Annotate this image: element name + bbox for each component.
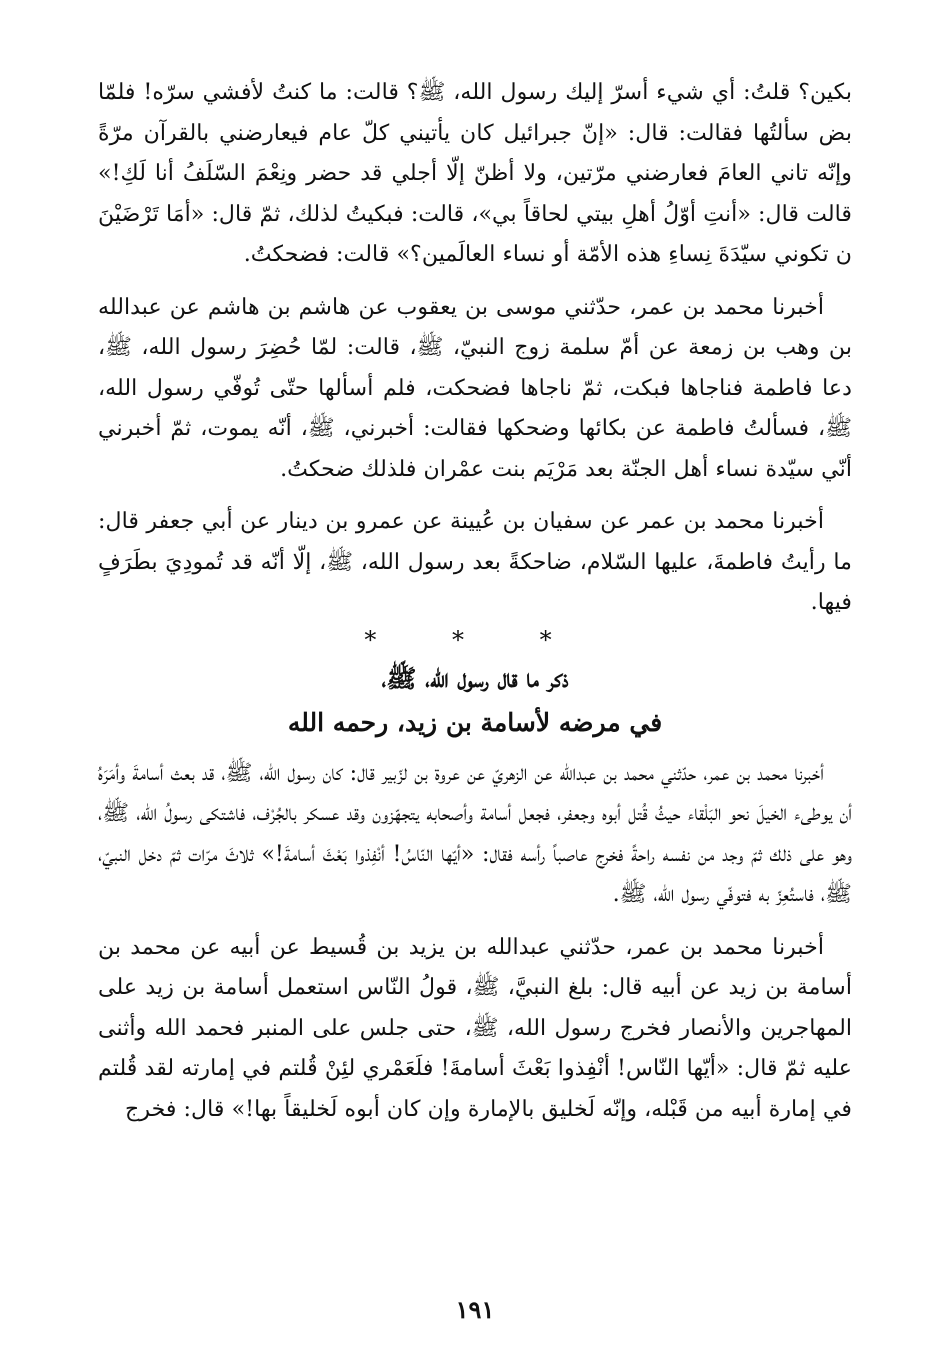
paragraph: أخبرنا محمد بن عمر عن سفيان بن عُيينة عن عمرو بن دينار عن أبي جعفر قال: ما رأيتُ فاطمةَ، عليها السّلام، ضاحكةً بعد رسول الله، ﷺ، إلّا أنّه قد تُمودِيَ بطَرَفٍ فيها. [98, 508, 852, 615]
heading-line: في مرضه لأسامة بن زيد، رحمه الله [287, 707, 663, 737]
section-separator: * * * [364, 625, 586, 654]
page-number: ١٩١ [455, 1295, 495, 1324]
paragraph: بكين؟ قلتُ: أي شيء أسرّ إليك رسول الله، ﷺ؟ قالت: ما كنتُ لأفشي سرّه! فلمّا بض سألتُها فقالت: قال: «إنّ جبرائيل كان يأتيني كلّ عام فيعارضني بالقرآن مرّةً وإنّه تاني العامَ فعارضني مرّتين، ولا أظنّ إلّا أجلي قد حضر ونِعْمَ السّلَفُ أنا لَكِ!» قالت قال: «أنتِ أوّلُ أهلِ بيتي لحاقاً بي»، قالت: فبكيتُ لذلك، ثمّ قال: «أمَا تَرْضَيْنَ ن تكوني سيّدَةَ نِساءِ هذه الأمّة أو نساء العالَمين؟» قالت: فضحكتُ. [98, 79, 852, 267]
paragraph: أخبرنا محمد بن عمر، حدّثني موسى بن يعقوب عن هاشم بن هاشم عن عبدالله بن وهب بن زمعة عن أمّ سلمة زوج النبيّ، ﷺ، قالت: لمّا حُضِرَ رسول الله، ﷺ، دعا فاطمة فناجاها فبكت، ثمّ ناجاها فضحكت، فلم أسألها حتّى تُوفّي رسول الله، ﷺ، فسألتُ فاطمة عن بكائها وضحكها فقالت: أخبرني، ﷺ، أنّه يموت، ثمّ أخبرني أنّي سيّدة نساء أهل الجنّة بعد مَرْيَم بنت عمْران فلذلك ضحكتُ. [98, 293, 852, 482]
section-heading [98, 657, 852, 745]
paragraph: أخبرنا محمد بن عمر، حدّثني عبدالله بن يزيد بن قُسيط عن أبيه عن محمد بن أسامة بن زيد عن أبيه قال: بلغ النبيَّ، ﷺ، قولُ النّاس استعمل أسامة بن زيد على المهاجرين والأنصار فخرج رسول الله، ﷺ، حتى جلس على المنبر فحمد الله وأثنى عليه ثمّ قال: «أيّها النّاس! أنْفِذوا بَعْثَ أسامةَ! فلَعَمْري لئِنْ قُلتم في إمارته لقد قُلتم في إمارة أبيه من قَبْله، وإنّه لَخليق بالإمارة وإن كان أبوه لَخليقاً بها!» قال: فخرج [98, 933, 852, 1122]
heading-line: ذكر ما قال رسول الله، ﷺ، [381, 663, 569, 693]
paragraph: أخبرنا محمد بن عمر، حدّثني محمد بن عبدالله عن الزهريّ عن عروة بن لزّبير قال: كان رسول الله، ﷺ، قد بعث أسامةَ وأمَرَهُ أن يوطىء الخيلَ نحو البَلْقاء حيثُ قُتل أبوه وجعفر، فجعل أسامة وأصحابه يتجهّزون وقد عسكر بالجُرْف، فاشتكى رسولُ الله، ﷺ، وهو على ذلك ثمّ وجد من نفسه راحةً فخرج عاصباً رأسه فقال: «أيّها النّاسُ! أنْفِذوا بَعْثَ أسامةَ!» ثلاثَ مرّات ثمّ دخل النبيّ، ﷺ، فاستُعِزّ به فتوفّي رسول الله، ﷺ. [98, 759, 852, 907]
